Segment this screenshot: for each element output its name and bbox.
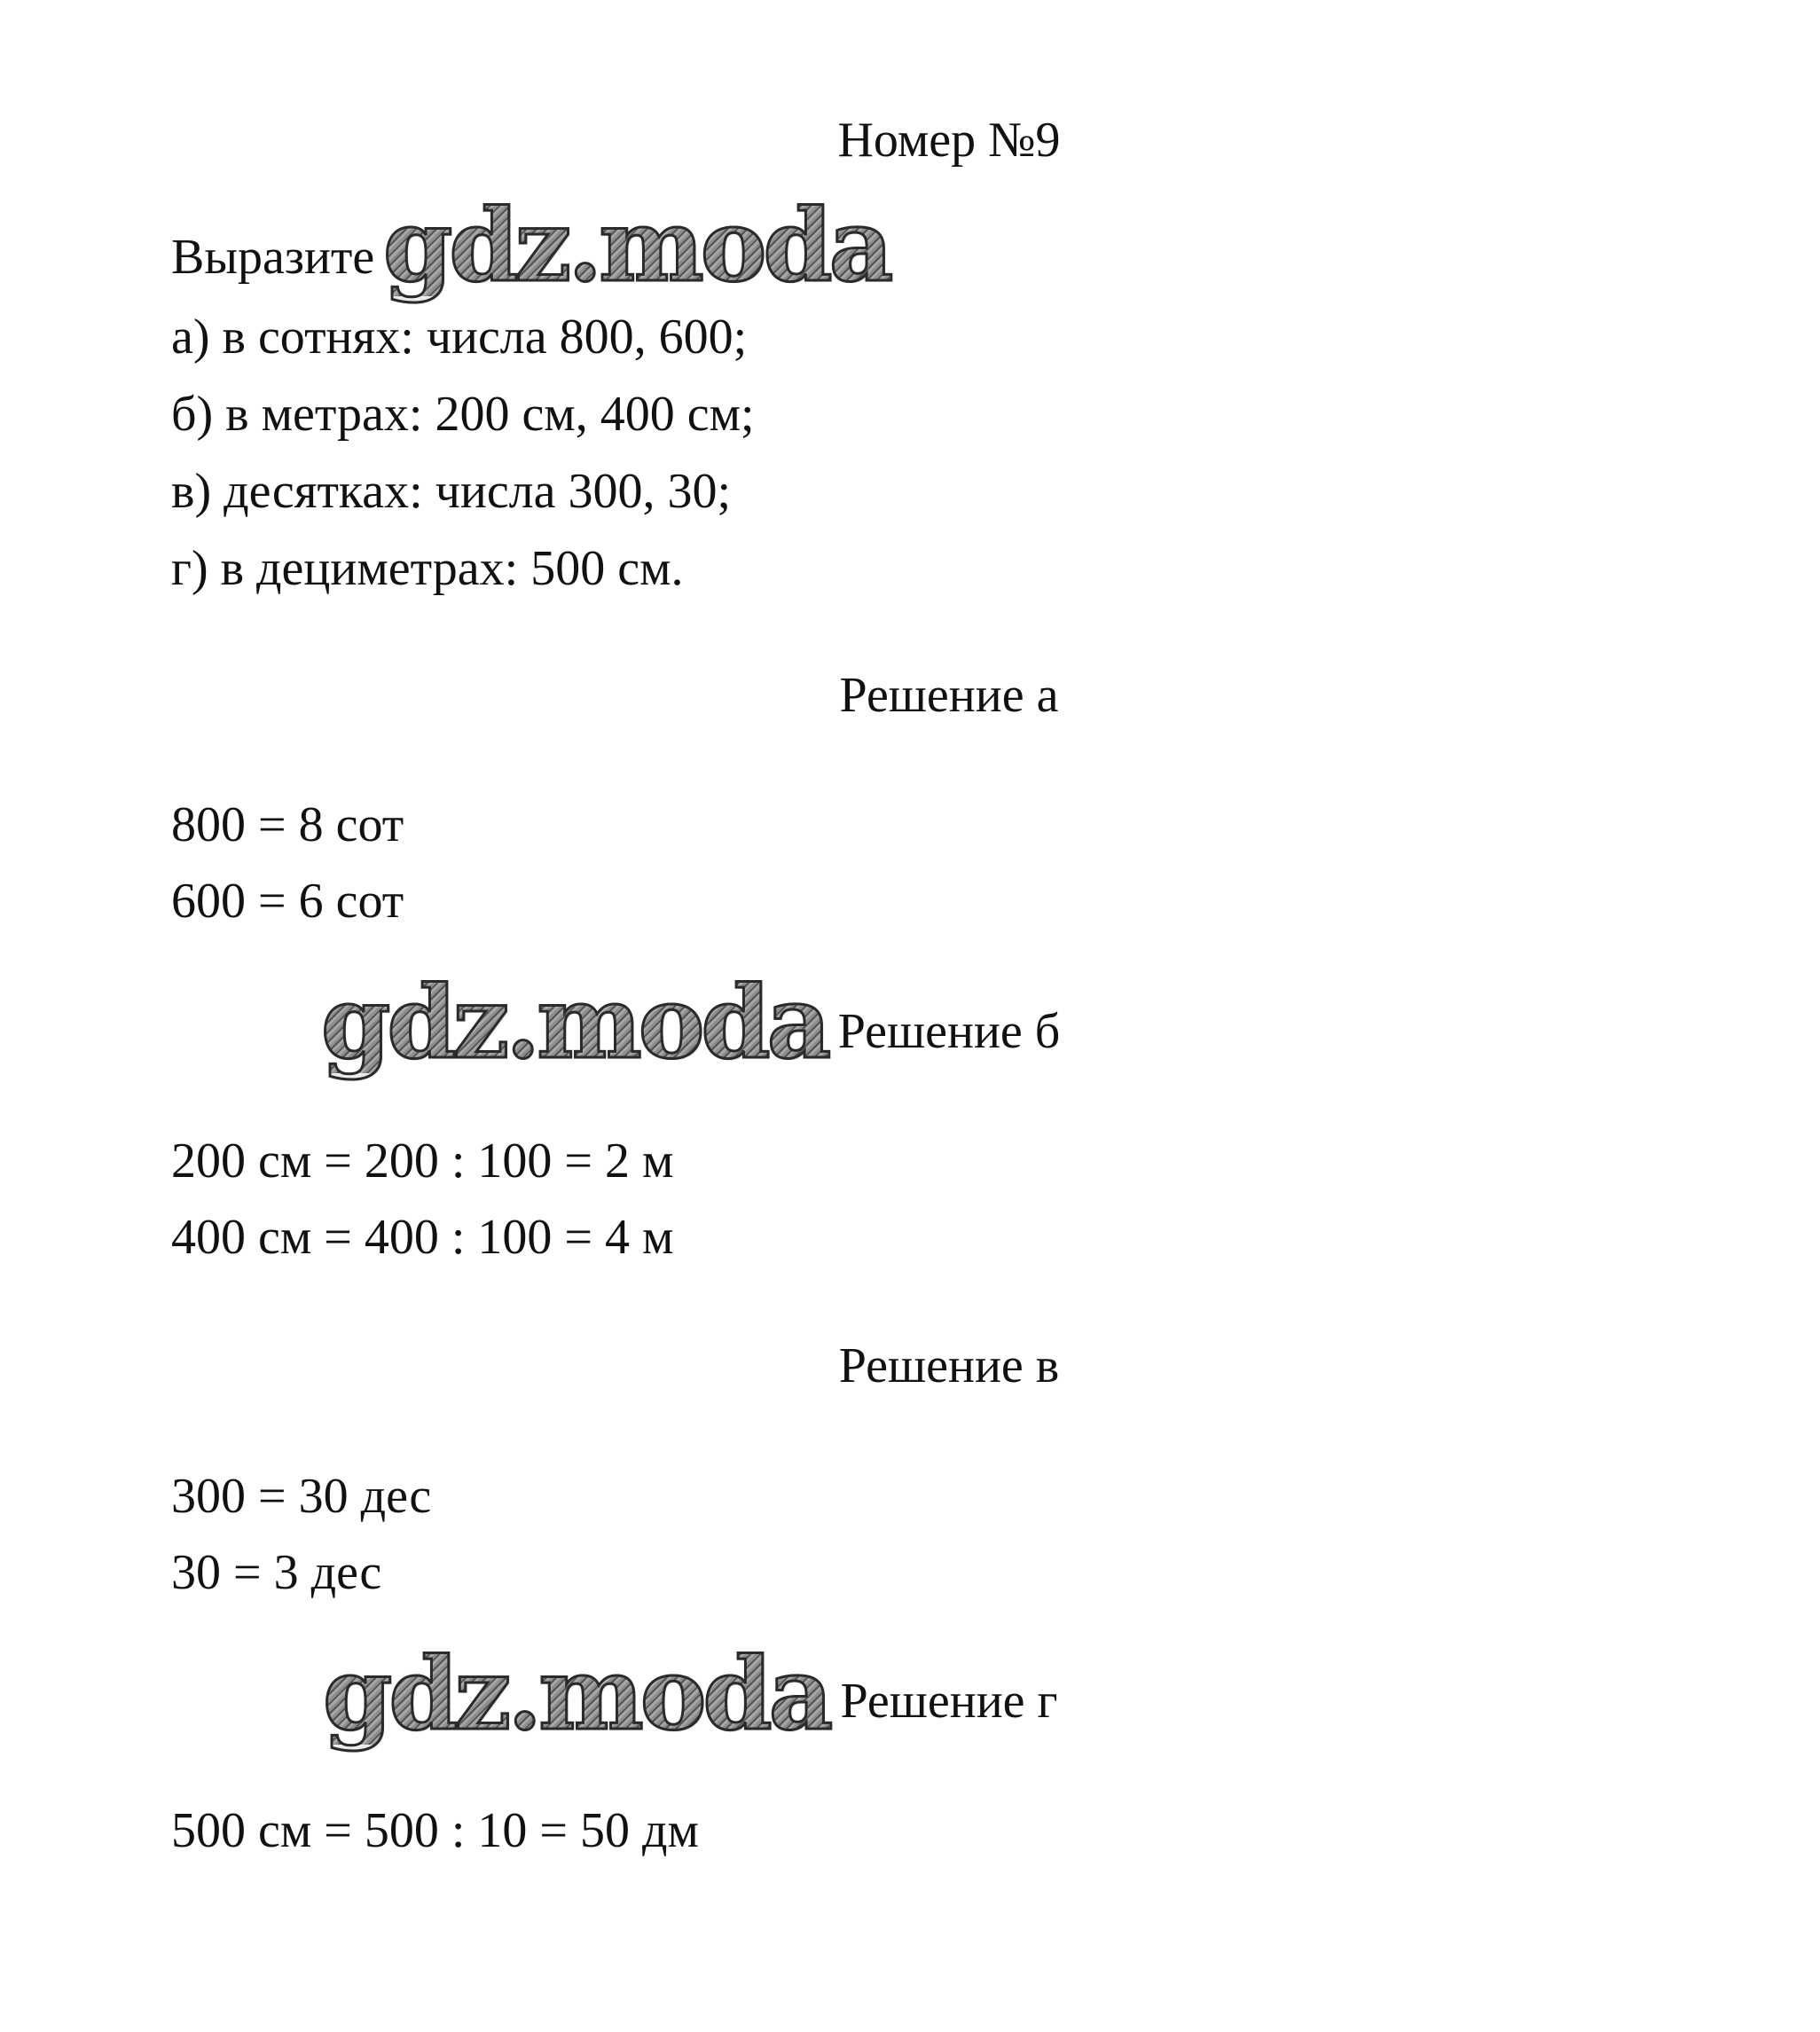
solution-c-line-2: 30 = 3 дес xyxy=(171,1545,382,1600)
solution-b-line-1: 200 см = 200 : 100 = 2 м xyxy=(171,1134,674,1189)
task-intro: Выразите xyxy=(171,230,375,285)
watermark-logo: gdz.moda xyxy=(383,188,890,304)
task-item-c: в) десятках: числа 300, 30; xyxy=(171,464,732,519)
solution-d-heading: Решение г xyxy=(840,1674,1058,1729)
solution-c-heading: Решение в xyxy=(838,1338,1060,1393)
watermark-logo: gdz.moda xyxy=(321,965,828,1081)
solution-c-line-1: 300 = 30 дес xyxy=(171,1469,432,1524)
solution-b-line-2: 400 см = 400 : 100 = 4 м xyxy=(171,1210,674,1265)
solution-d-line-1: 500 см = 500 : 10 = 50 дм xyxy=(171,1803,699,1858)
solution-a-line-1: 800 = 8 сот xyxy=(171,797,404,852)
watermark-logo: gdz.moda xyxy=(323,1636,830,1753)
solution-a-heading: Решение а xyxy=(839,668,1059,723)
task-item-a: а) в сотнях: числа 800, 600; xyxy=(171,310,748,365)
solution-a-line-2: 600 = 6 сот xyxy=(171,874,404,929)
solution-b-heading: Решение б xyxy=(837,1004,1061,1059)
page-title: Номер №9 xyxy=(837,113,1061,168)
task-item-b: б) в метрах: 200 см, 400 см; xyxy=(171,387,755,442)
task-item-d: г) в дециметрах: 500 см. xyxy=(171,541,684,596)
